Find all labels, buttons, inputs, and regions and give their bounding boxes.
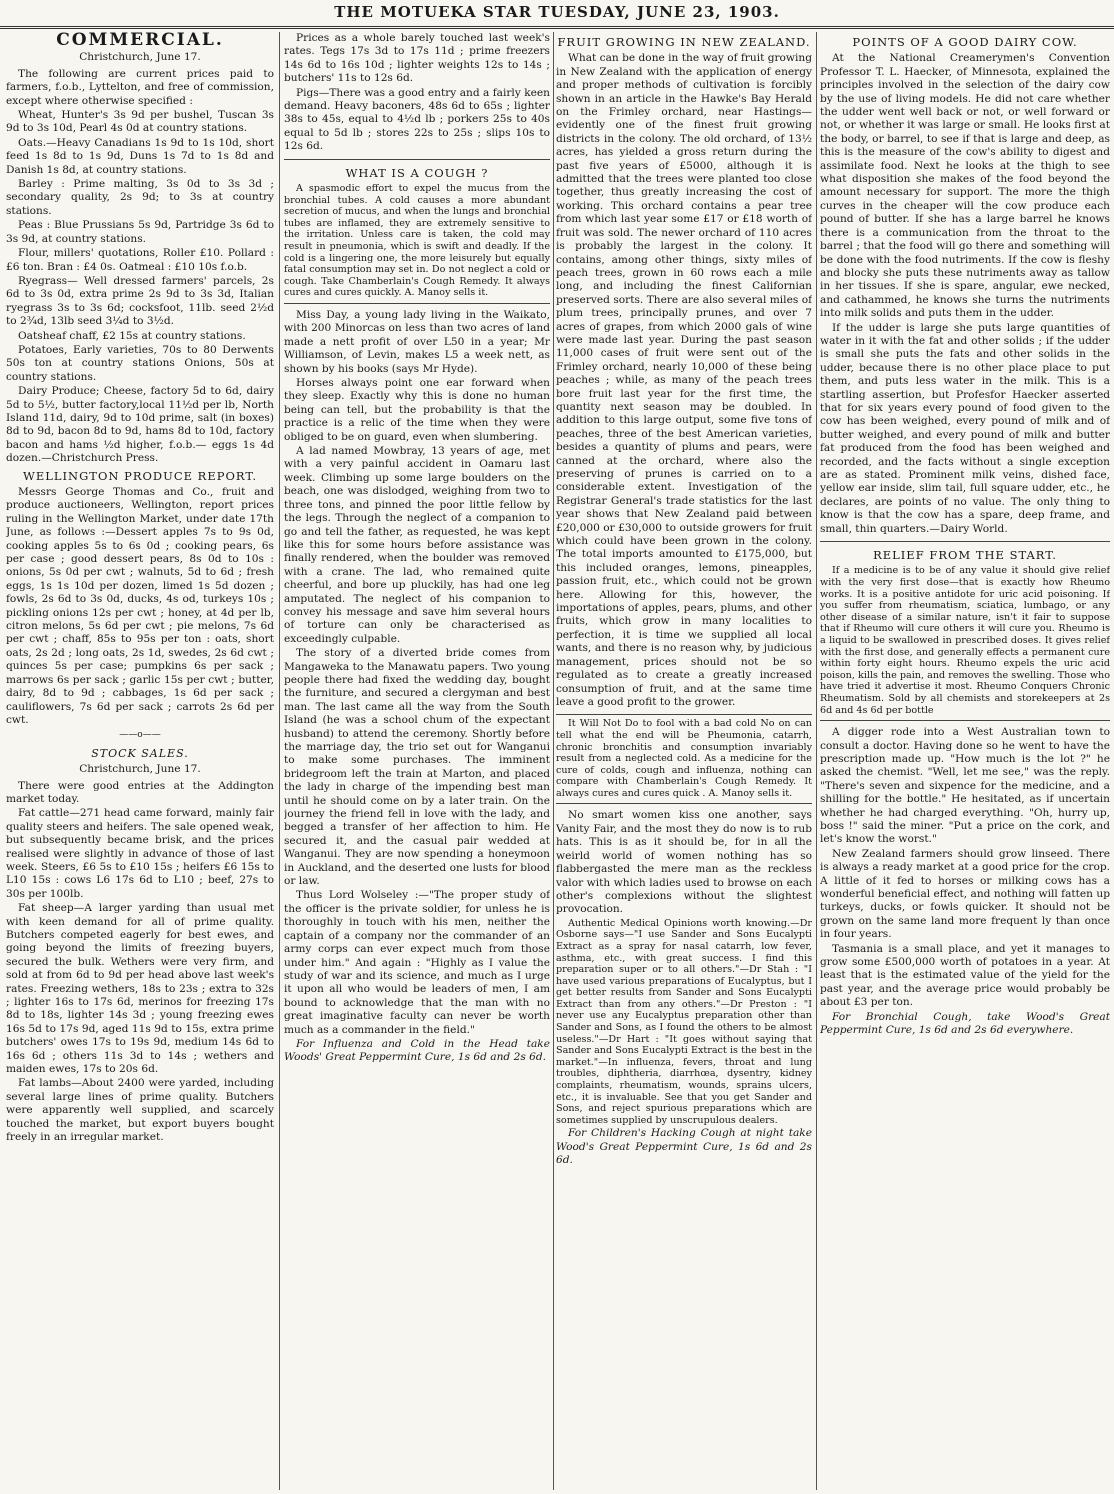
dateline: Christchurch, June 17. <box>79 51 201 64</box>
paragraph: The story of a diverted bride comes from Mangaweka to the Manawatu papers. Two young people there had fixed the wedding day, bought the furniture, and secured a clergyman and best man. The last came all the way from the South Island (he was a school chum of the expectant husband) to attend the ceremony. Shortly before the marriage day, the trio set out for Wanganui to make some purchases. The imminent bridegroom left the train at Marton, and placed the lady in charge of the impending best man until he should come on by a later train. On the journey the friend fell in love with the lady, and begged a transfer of her affection to him. He secured it, and the casual pair wedded at Wanganui. They are now spending a honeymoon in Auckland, and the deserted one lusts for blood or law. <box>284 647 550 888</box>
paragraph: Prices as a whole barely touched last week's rates. Tegs 17s 3d to 17s 11d ; prime freezers 14s 6d to 16s 10d ; lighter weights 12s to 14s ; butchers' 11s to 12s 6d. <box>284 32 550 85</box>
paragraph: No smart women kiss one another, says Vanity Fair, and the most they do now is to rub hats. This is as it should be, for in all the weirld world of women nothing has so flabbergasted the mere man as the reckless valor with which ladies used to browse on each other's complexions without the slightest provocation. <box>556 809 812 916</box>
column-rule <box>553 32 554 1490</box>
paragraph: Thus Lord Wolseley :—"The proper study of the officer is the private soldier, for unless he is thoroughly in touch with his men, neither the captain of a company nor the commander of an army corps can ever expect much from those under him." And again : "Highly as I value the study of war and its science, and much as I urge it upon all who would be leaders of men, I am bound to acknowledge that the man with no great imaginative faculty can never be worth much as a commander in the field." <box>284 889 550 1036</box>
paragraph: Ryegrass— Well dressed farmers' parcels, 2s 6d to 3s 0d, extra prime 2s 9d to 3s 3d, Italian ryegrass 3s to 3s 6d; cocksfoot, 11lb. seed 2½d to 2¾d, 13lb seed 3¼d to 3½d. <box>6 274 274 328</box>
masthead: THE MOTUEKA STAR TUESDAY, JUNE 23, 1903. <box>0 0 1114 29</box>
footer-advert: For Influenza and Cold in the Head take Woods' Great Peppermint Cure, 1s 6d and 2s 6d. <box>284 1037 550 1064</box>
eucalyptus-advert: Authentic Medical Opinions worth knowing.—Dr Osborne says—"I use Sander and Sons Eucalypti Extract as a spray for nasal catarrh, low fever, asthma, etc., with great success. I find this preparation super or to all others."—Dr Stah : "I have used various preparations of Eucalyptus, but I get better results from Sander and Sons Eucalypti Extract than from any others."—Dr Preston : "I never use any Eucalyptus preparation other than Sander and Sons, as I found the others to be almost useless."—Dr Hart : "It goes without saying that Sander and Sons Eucalypti Extract is the best in the market."—In influenza, fevers, throat and lung troubles, diphtheria, diarrhœa, dysentry, kidney complaints, rheumatism, wounds, sprains ulcers, etc., it is invaluable. See that you get Sander and Sons, and reject spurious preparations which are sometimes supplied by unscrupulous dealers. <box>556 917 812 1126</box>
paragraph: A digger rode into a West Australian town to consult a doctor. Having done so he went to have the prescription made up. "How much is the lot ?" he asked the chemist. "Well, let me see," was the reply. "There's seven and sixpence for the medicine, and a shilling for the bottle." He hesitated, as if uncertain whether he had charged everything. "Oh, hurry up, boss !" said the miner. "Put a price on the cork, and let's know the worst." <box>820 726 1110 846</box>
paragraph: If the udder is large she puts large quantities of water in it with the fat and other solids ; if the udder is small she puts the fats and other solids in the udder, because there is no other place place to put them, and puts less water in the milk. This is a startling assertion, but Profesfor Haecker asserted that for six years every pound of food given to the cow has been weighed, every pound of milk and of butter weighed, and every pound of milk and butter fat produced from the food has been weighed and recorded, and the facts without a single exception are as stated. Prominent milk veins, dished face, yellow ear inside, slim tail, full square udder, etc., he declares, are points of no value. The only thing to know is that the cow has a spare, deep frame, and small, thin quarters.—Dairy World. <box>820 321 1110 535</box>
paragraph: Potatoes, Early varieties, 70s to 80 Derwents 50s ton at country stations Onions, 50s at country stations. <box>6 343 274 383</box>
advert-text: If a medicine is to be of any value it should give relief with the very first dose—that is exactly how Rheumo works. It is a positive antidote for uric acid poisoning. If you suffer from rheumatism, sciatica, lumbago, or any other disease of a similar nature, isn't it fair to suppose that if Rheumo will cure others it will cure you. Rheumo is a liquid to be swallowed in prescribed doses. It gives relief with the first dose, and generally effects a permanent cure within forty eight hours. Rheumo expels the uric acid poison, kills the pain, and removes the swelling. Those who have tried it advertise it most. Rheumo Conquers Chronic Rheumatism. Sold by all chemists and storekeepers at 2s 6d and 4s 6d per bottle <box>820 565 1110 716</box>
paragraph: There were good entries at the Addington market today. <box>6 779 274 805</box>
paragraph: Pigs—There was a good entry and a fairly keen demand. Heavy baconers, 48s 6d to 65s ; lighter 38s to 45s, equal to 4½d lb ; porkers 25s to 40s equal to 5d lb ; stores 22s to 25s ; slips 10s to 12s 6d. <box>284 86 550 153</box>
cough-heading: WHAT IS A COUGH ? <box>345 165 489 180</box>
dateline: Christchurch, June 17. <box>79 763 201 776</box>
footer-advert: For Bronchial Cough, take Wood's Great Peppermint Cure, 1s 6d and 2s 6d everywhere. <box>820 1010 1110 1037</box>
cough-advert <box>284 159 550 304</box>
stock-sales-heading: STOCK SALES. <box>91 746 189 760</box>
paragraph: Wheat, Hunter's 3s 9d per bushel, Tuscan 3s 9d to 3s 10d, Pearl 4s 0d at country stations. <box>6 109 274 135</box>
advert-text: A spasmodic effort to expel the mucus from the bronchial tubes. A cold causes a more abundant secretion of mucus, and when the lungs and bronchial tubes are inflamed, they are extremely sensitive to the irritation. Unless care is taken, the cold may result in pneumonia, which is swift and deadly. If the cold is a lingering one, the more leisurely but equally fatal consumption may set in. Do not neglect a cold or cough. Take Chamberlain's Cough Remedy. It always cures and cures quickly. A. Manoy sells it. <box>284 183 550 299</box>
rheumo-advert <box>820 541 1110 721</box>
paragraph: Oats.—Heavy Canadians 1s 9d to 1s 10d, short feed 1s 8d to 1s 9d, Duns 1s 7d to 1s 8d and Danish 1s 8d, at country stations. <box>6 136 274 176</box>
column-2 <box>284 32 550 1490</box>
paragraph: At the National Creamerymen's Convention Professor T. L. Haecker, of Minnesota, explained the principles involved in the selection of the dairy cow by the use of living models. He did not care whether the udder went well back or not, or well forward or not, or whether it was large or small. He looks first at the body, or barrel, to see if that is large and deep, as this is the measure of the cow's ability to digest and assimilate food. Next he looks at the thigh to see what disposition she makes of the food beyond the amount necessary for support. The more the thigh curves in the cheaper will the cow produce each pound of butter. If she has a large barrel he knows there is a communication from the throat to the barrel ; that the food will go there and something will be done with the food nutriments. If the cow is fleshy and blocky she puts these nutriments away as tallow in her tissues. If she is spare, angular, ewe necked, and cathammed, he knows she turns the nutriments into milk solids and puts them in the udder. <box>820 52 1110 320</box>
paragraph: Fat sheep—A larger yarding than usual met with keen demand for all of prime quality. Butchers competed eagerly for best ewes, and going beyond the limits of freezing buyers, secured the bulk. Wethers were very firm, and sold at from 6d to 9d per head above last week's rates. Freezing wethers, 18s to 23s ; extra to 32s ; lighter 16s to 17s 6d, merinos for freezing 17s 8d to 18s, lighter 14s 3d ; young freezing ewes 16s 5d to 17s 9d, aged 11s 9d to 15s, extra prime butchers' owes 17s to 19s 9d, medium 14s 6d to 16s 6d ; others 11s 3d to 14s ; wethers and maiden ewes, 17s to 20s 6d. <box>6 902 274 1076</box>
cold-advert <box>556 714 812 804</box>
paragraph: Miss Day, a young lady living in the Waikato, with 200 Minorcas on less than two acres of land made a nett profit of over L50 in a year; Mr Williamson, of Levin, makes L5 a week nett, as shown by his books (says Mr Hyde). <box>284 309 550 375</box>
dairy-cow-heading: POINTS OF A GOOD DAIRY COW. <box>852 35 1078 49</box>
paragraph: Oatsheaf chaff, £2 15s at country stations. <box>18 329 246 342</box>
commercial-heading: COMMERCIAL. <box>56 32 224 50</box>
paragraph: Fat cattle—271 head came forward, mainly fair quality steers and heifers. The sale opened weak, but subsequently became brisk, and the prices realised were slightly in advance of those of last week. Steers, £6 5s to £10 15s ; heifers £6 15s to L10 15s : cows L6 17s 6d to L10 ; beef, 27s to 30s per 100lb. <box>6 807 274 900</box>
paragraph: The following are current prices paid to farmers, f.o.b., Lyttelton, and free of commission, except where otherwise specified : <box>6 67 274 107</box>
paragraph: Barley : Prime malting, 3s 0d to 3s 3d ; secondary quality, 2s 9d; to 3s at country stations. <box>6 178 274 217</box>
column-rule <box>816 32 817 1490</box>
advert-text: It Will Not Do to fool with a bad cold No on can tell what the end will be Pheumonia, catarrh, chronic bronchitis and consumption invariably result from a neglected cold. As a medicine for the cure of colds, cough and influenza, nothing can compare with Chamberlain's Cough Remedy. It always cures and cures quick . A. Manoy sells it. <box>556 718 812 799</box>
paragraph: Messrs George Thomas and Co., fruit and produce auctioneers, Wellington, report prices ruling in the Wellington Market, under date 17th June, as follows :—Dessert apples 7s to 9s 0d, cooking apples 5s to 6s 0d ; cooking pears, 6s per case ; good dessert pears, 8s 0d to 10s : onions, 5s 0d per cwt ; walnuts, 5d to 6d ; fresh eggs, 1s 1s 10d per dozen, limed 1s 5d dozen ; fowls, 2s 6d to 3s 0d, ducks, 4s od, turkeys 10s ; pickling onions 12s per cwt ; honey, at 4d per lb, citron melons, 5s 6d per cwt ; pie melons, 7s 6d per cwt ; chaff, 85s to 95s per ton : oats, short oats, 2s 2d ; long oats, 2s 1d, swedes, 2s 6d cwt ; quinces 5s per case; pumpkins 6s per sack ; marrows 6s per sack ; garlic 15s per cwt ; butter, dairy, 8d to 9d ; cabbages, 1s 6d per sack ; cauliflowers, 7s 6d per sack ; carrots 2s 6d per cwt. <box>6 486 274 726</box>
column-1 <box>6 32 274 1490</box>
separator: ——o—— <box>119 730 161 741</box>
paragraph: What can be done in the way of fruit growing in New Zealand with the application of energy and proper methods of cultivation is forcibly shown in an article in the Hawke's Bay Herald on the Frimley orchard, near Hastings—evidently one of the finest fruit growing districts in the colony. The old orchard, of 13½ acres, has yielded a gross return during the past five years of £5000, although it is admitted that the trees were planted too close together, thus greatly increasing the cost of working. This orchard contains a pear tree from which last year some £17 or £18 worth of fruit was sold. The newer orchard of 110 acres is probably the largest in the colony. It contains, among other things, sixty miles of peach trees, grown in 60 rows each a mile long, and including the finest Californian preserved sorts. There are also several miles of plum trees, principally prunes, and over 7 acres of grapes, from which 2000 gals of wine were made last year. During the past season 11,000 cases of fruit were sent out of the Frimley orchard, nearly 10,000 of these being peaches ; while, as many of the peach trees bore fruit last year for the first time, the quantity next season may be doubled. In addition to this large output, some five tons of peaches, three of the best American varieties, besides a quantity of plums and pears, were canned at the orchard, where also the preserving of prunes is carried on to a considerable extent. Investigation of the Registrar General's trade statistics for the last year shows that New Zealand paid between £20,000 or £30,000 to outside growers for fruit which could have been grown in the colony. The total imports amounted to £175,000, but this included oranges, lemons, pineapples, passion fruit, etc., which could not be grown here. Allowing for this, however, the importations of apples, pears, plums, and other fruits, which grow in many localities to perfection, it is time we supplied all local wants, and there is no reason why, by judicious management, prices should not be so regulated as to create a greatly increased consumption of fruit, and at the same time leave a good profit to the grower. <box>556 52 812 708</box>
footer-advert: For Children's Hacking Cough at night take Wood's Great Peppermint Cure, 1s 6d and 2s 6d. <box>556 1127 812 1167</box>
column-rule <box>279 32 280 1490</box>
wellington-heading: WELLINGTON PRODUCE REPORT. <box>23 468 257 483</box>
paragraph: Fat lambs—About 2400 were yarded, including several large lines of prime quality. Butchers were apparently well supplied, and scarcely touched the market, but export buyers bought freely in an irregular market. <box>6 1077 274 1144</box>
paragraph: New Zealand farmers should grow linseed. There is always a ready market at a good price for the crop. A little of it fed to horses or milking cows has a wonderful beneficial effect, and nothing will fatten up turkeys, ducks, or fowls quicker. It should not be grown on the same land more frequent ly than once in four years. <box>820 847 1110 941</box>
column-3 <box>556 32 812 1490</box>
paragraph: Horses always point one ear forward when they sleep. Exactly why this is done no human being can tell, but the probability is that the practice is a relic of the time when they were obliged to be on guard, even when slumbering. <box>284 377 550 443</box>
paragraph: Dairy Produce; Cheese, factory 5d to 6d, dairy 5d to 5½, butter factory,local 11½d per lb, North Island 11d, dairy, 9d to 10d prime, salt (in boxes) 8d to 9d, bacon 8d to 9d, hams 8d to 10d, factory bacon and hams ½d higher, f.o.b.— eggs 1s 4d dozen.—Christchurch Press. <box>6 385 274 465</box>
paragraph: Peas : Blue Prussians 5s 9d, Partridge 3s 6d to 3s 9d, at country stations. <box>6 219 274 245</box>
fruit-growing-heading: FRUIT GROWING IN NEW ZEALAND. <box>557 35 811 49</box>
paragraph: Flour, millers' quotations, Roller £10. Pollard : £6 ton. Bran : £4 0s. Oatmeal : £10 10s f.o.b. <box>6 247 274 273</box>
column-4 <box>820 32 1110 1490</box>
paragraph: A lad named Mowbray, 13 years of age, met with a very painful accident in Oamaru last week. Climbing up some large boulders on the beach, one was dislodged, weighing from two to three tons, and pinned the poor little fellow by the legs. Through the neglect of a companion to go and tell the father, as requested, he was kept like this for some hours before assistance was finally rendered, when the boulder was removed with a crane. The lad, who remained quite cheerful, and bore up pluckily, has had one leg amputated. The neglect of his companion to convey his message and save him several hours of torture can only be characterised as exceedingly culpable. <box>284 445 550 645</box>
paragraph: Tasmania is a small place, and yet it manages to grow some £500,000 worth of potatoes in a year. At least that is the estimated value of the yield for the past year, and the average price would probably be about £3 per ton. <box>820 942 1110 1009</box>
relief-heading: RELIEF FROM THE START. <box>873 548 1057 563</box>
